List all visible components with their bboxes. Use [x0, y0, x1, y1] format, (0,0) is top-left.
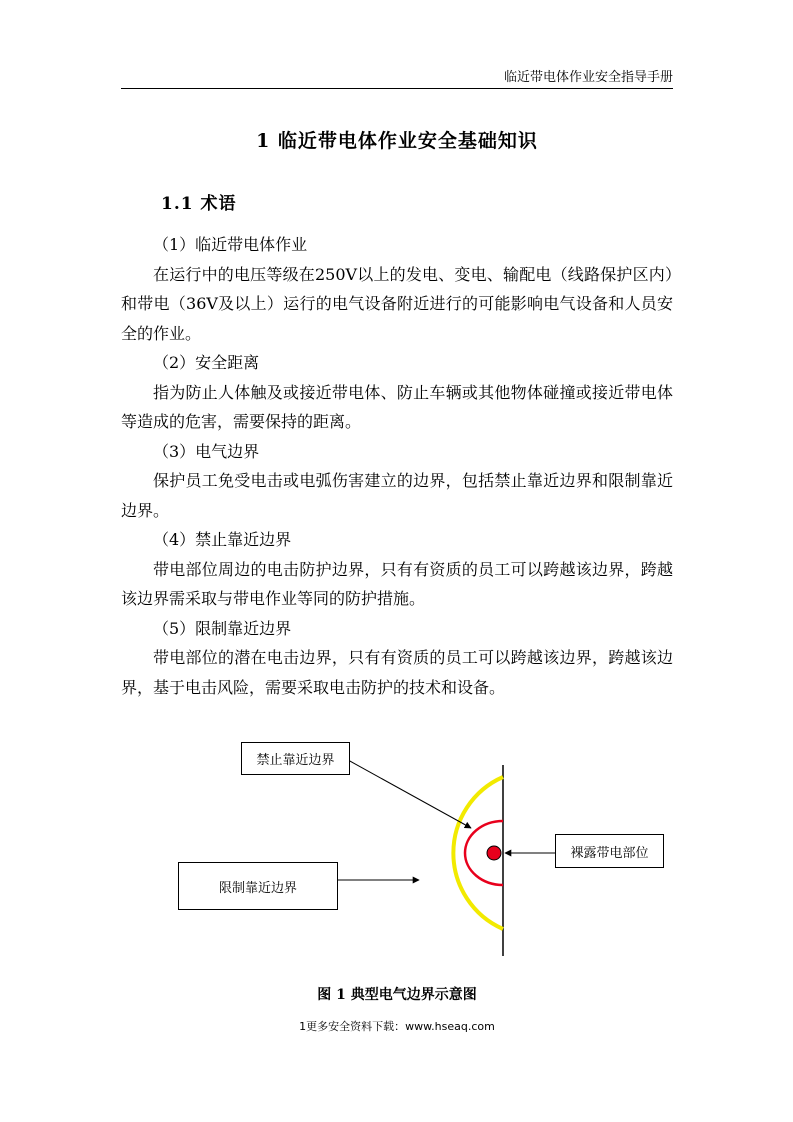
figure-caption: 图 1 典型电气边界示意图: [317, 987, 477, 1003]
live-part-dot: [487, 846, 501, 860]
term-definition-4: 带电部位周边的电击防护边界，只有有资质的员工可以跨越该边界，跨越该边界需采取与带电作业等同的防护措施。: [121, 559, 673, 608]
body-text: [121, 230, 673, 702]
boundary-diagram: [170, 732, 670, 964]
term-definition-2: 指为防止人体触及或接近带电体、防止车辆或其他物体碰撞或接近带电体等造成的危害，需要保持的距离。: [121, 382, 673, 431]
term-heading-1: （1）临近带电体作业: [153, 235, 308, 254]
term-heading-2: （2）安全距离: [153, 353, 260, 372]
header-rule: [121, 88, 673, 89]
exposed-live-part-label: 裸露带电部位: [555, 834, 664, 868]
section-title: 1.1 术语: [161, 194, 237, 214]
term-definition-5: 带电部位的潜在电击边界，只有有资质的员工可以跨越该边界，跨越该边界，基于电击风险，需要采取电击防护的技术和设备。: [121, 648, 673, 697]
term-heading-5: （5）限制靠近边界: [153, 618, 292, 638]
running-header: 临近带电体作业安全指导手册: [503, 70, 673, 85]
term-definition-3: 保护员工免受电击或电弧伤害建立的边界，包括禁止靠近边界和限制靠近边界。: [121, 471, 673, 520]
prohibited-boundary-label: 禁止靠近边界: [241, 742, 350, 775]
prohibited-arrow: [348, 760, 471, 828]
chapter-title: 1 临近带电体作业安全基础知识: [256, 130, 538, 152]
term-definition-1: 在运行中的电压等级在250V以上的发电、变电、输配电（线路保护区内）和带电（36V及以上）运行的电气设备附近进行的可能影响电气设备和人员安全的作业。: [121, 264, 673, 343]
limited-boundary-label: 限制靠近边界: [178, 862, 338, 910]
footer-text: 1更多安全资料下载：www.hseaq.com: [299, 1020, 495, 1033]
term-heading-4: （4）禁止靠近边界: [153, 530, 292, 549]
term-heading-3: （3）电气边界: [153, 441, 260, 461]
